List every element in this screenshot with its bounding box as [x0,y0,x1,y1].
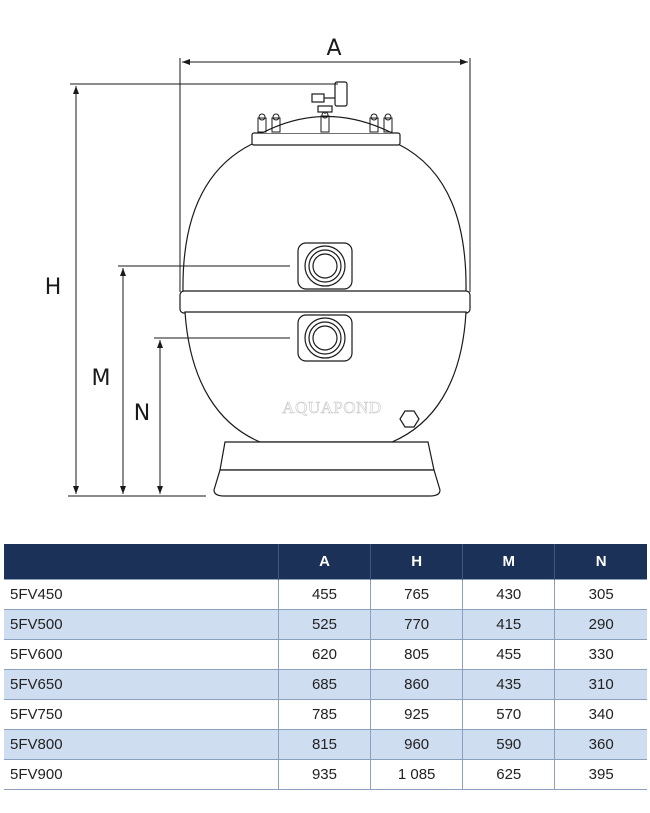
cell-m: 435 [463,670,555,700]
header-h: H [371,544,463,580]
cell-n: 360 [555,730,647,760]
cell-m: 455 [463,640,555,670]
cell-a: 935 [278,760,370,790]
watermark-logo: AQUAPOND [282,398,382,417]
dim-label-n: N [133,401,151,426]
drain-plug [400,411,419,427]
cell-model: 5FV450 [4,580,278,610]
cell-h: 860 [371,670,463,700]
cell-n: 330 [555,640,647,670]
table-row [4,760,647,790]
cell-model: 5FV750 [4,700,278,730]
cell-h: 770 [371,610,463,640]
table-row [4,640,647,670]
tank-band [180,291,470,313]
cell-h: 925 [371,700,463,730]
table-row [4,670,647,700]
cell-m: 415 [463,610,555,640]
cell-a: 455 [278,580,370,610]
header-a: A [278,544,370,580]
dimensions-table [4,544,647,790]
header-n: N [555,544,647,580]
cell-a: 815 [278,730,370,760]
cell-a: 685 [278,670,370,700]
air-vent-valve [312,82,347,114]
table-row [4,730,647,760]
header-model [4,544,278,580]
tank-base [220,442,434,470]
cell-m: 625 [463,760,555,790]
cell-m: 570 [463,700,555,730]
upper-port [298,243,352,289]
cell-h: 1 085 [371,760,463,790]
cell-a: 525 [278,610,370,640]
cell-n: 310 [555,670,647,700]
cell-m: 590 [463,730,555,760]
cell-model: 5FV600 [4,640,278,670]
table-row [4,700,647,730]
cell-n: 305 [555,580,647,610]
cell-n: 395 [555,760,647,790]
header-m: M [463,544,555,580]
dim-label-a: A [326,36,342,61]
cell-n: 340 [555,700,647,730]
table-header-row [4,544,647,580]
cell-model: 5FV800 [4,730,278,760]
cell-model: 5FV650 [4,670,278,700]
cell-h: 960 [371,730,463,760]
cell-m: 430 [463,580,555,610]
cell-h: 765 [371,580,463,610]
lower-port [298,315,352,361]
cell-a: 620 [278,640,370,670]
tank-lid [252,133,400,145]
cell-a: 785 [278,700,370,730]
cell-model: 5FV500 [4,610,278,640]
table-row [4,610,647,640]
table-row [4,580,647,610]
lid-dome [262,117,392,134]
dim-label-h: H [44,275,62,300]
cell-n: 290 [555,610,647,640]
dim-label-m: M [91,366,111,391]
cell-h: 805 [371,640,463,670]
cell-model: 5FV900 [4,760,278,790]
